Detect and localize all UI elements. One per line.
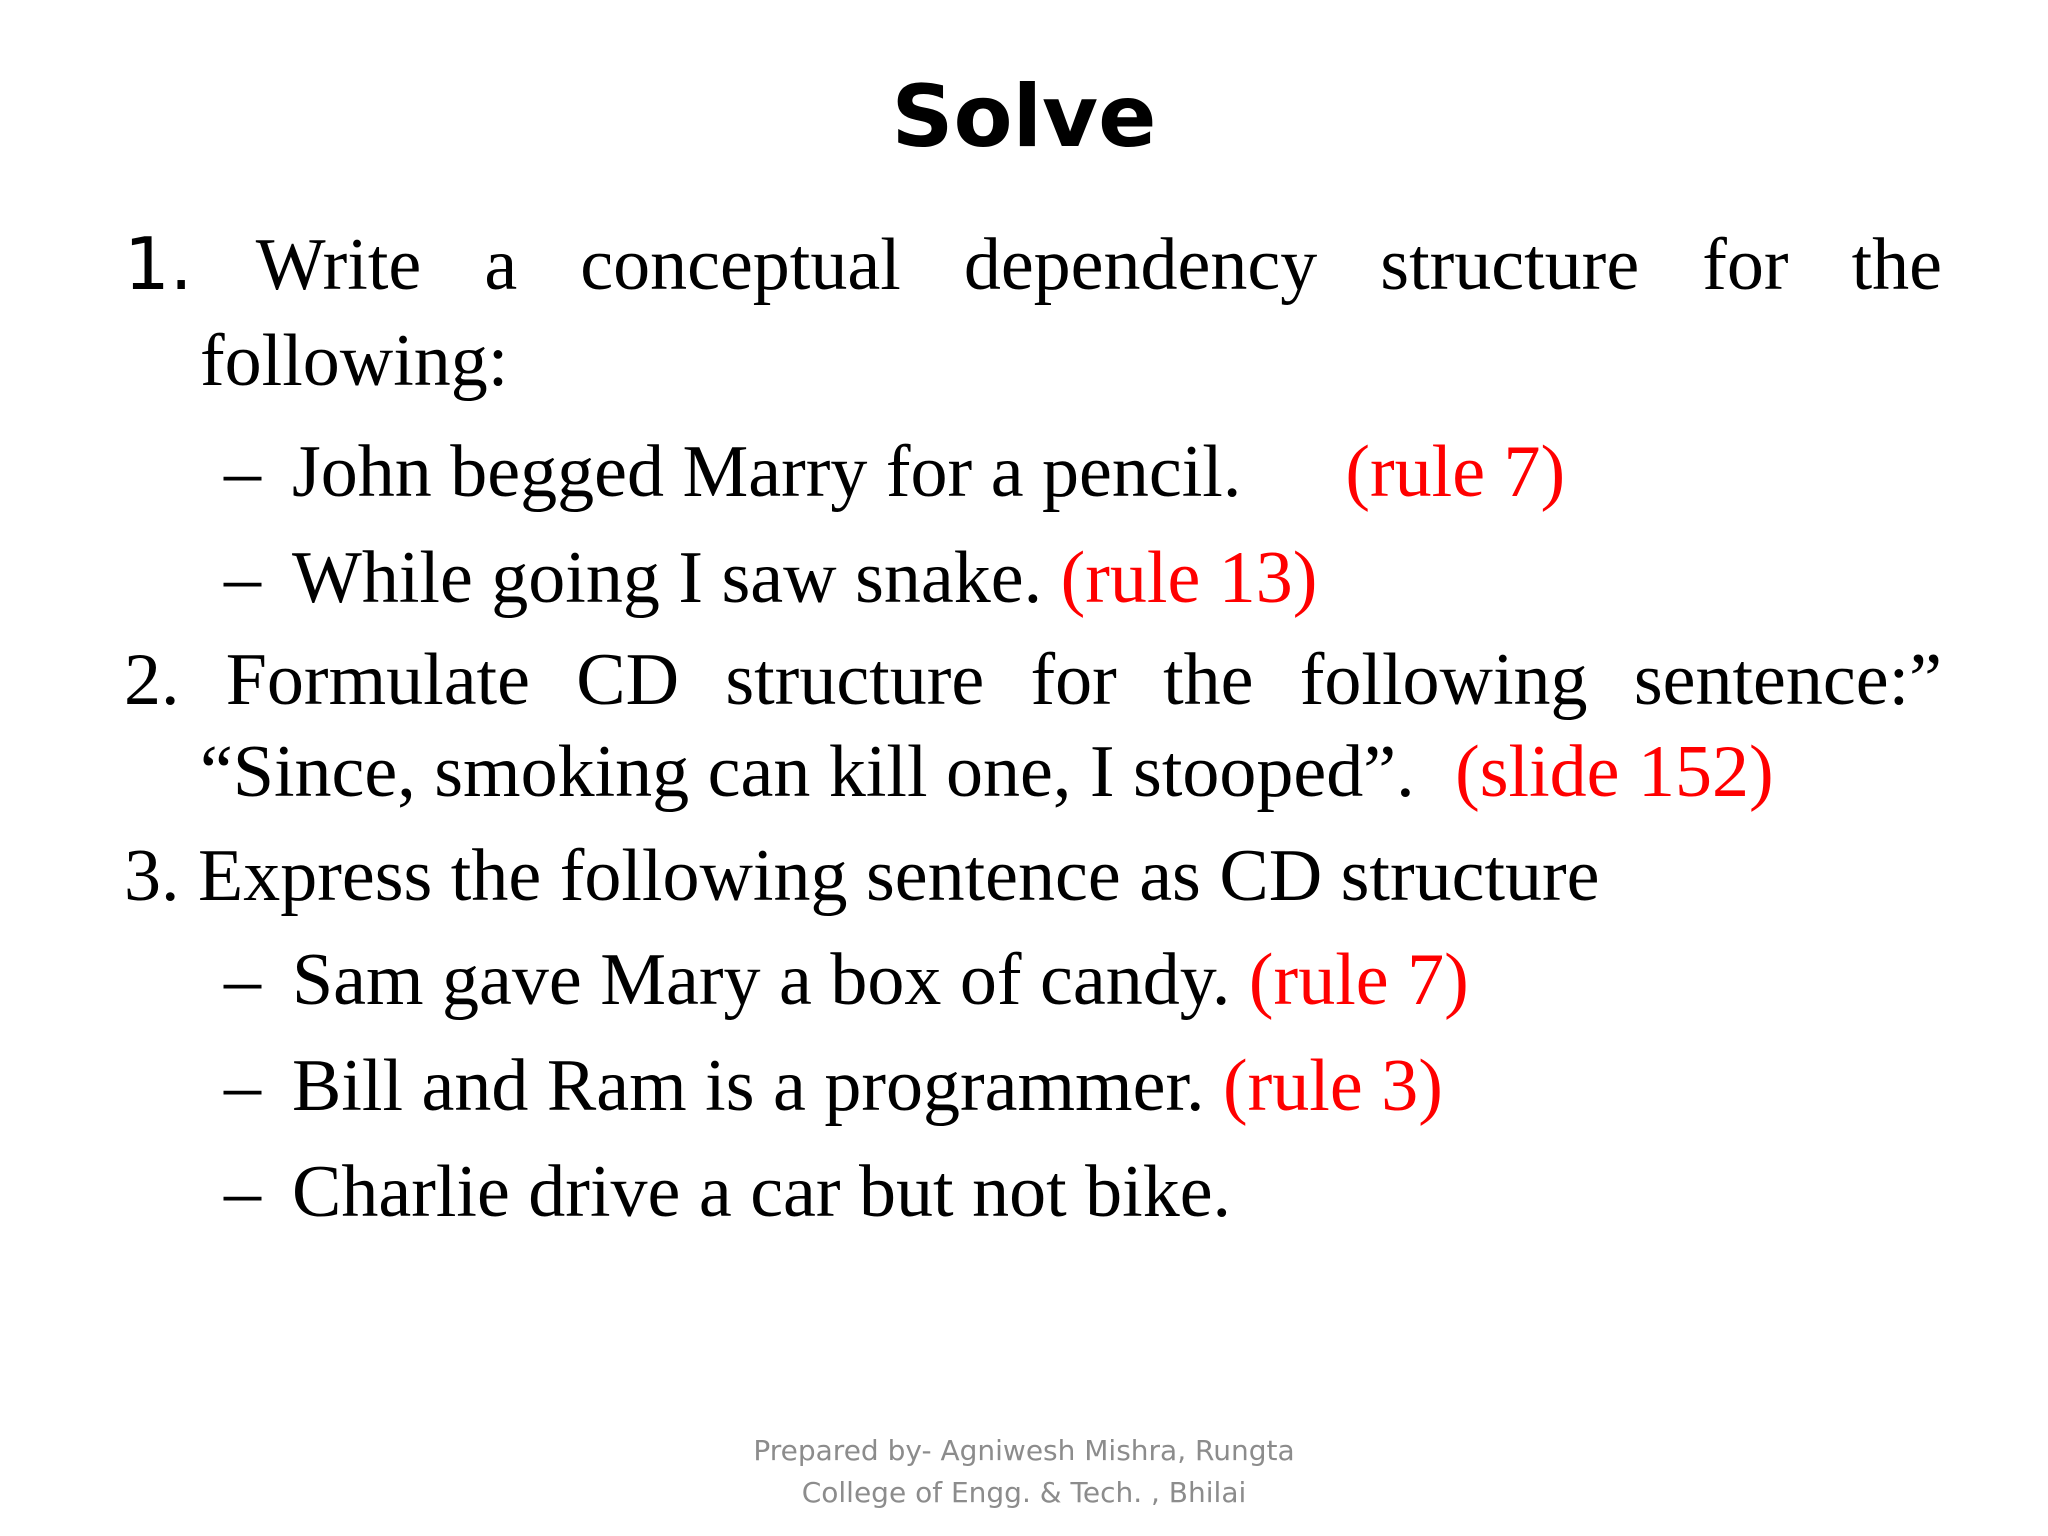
question-1-item: [224, 424, 1565, 520]
question-2-word: Formulate: [225, 639, 530, 721]
question-1-word: Write: [255, 224, 422, 306]
rule-note: (rule 7): [1345, 431, 1566, 513]
question-3-item: [224, 1144, 1231, 1240]
item-text: John begged Marry for a pencil.: [292, 431, 1242, 513]
quoted-sentence: “Since, smoking can kill one, I stooped”.: [200, 731, 1415, 813]
question-2-word: sentence:”: [1633, 639, 1942, 721]
question-2-word: following: [1299, 639, 1588, 721]
question-1-word: a: [484, 224, 518, 306]
dash-bullet: –: [224, 431, 261, 513]
question-1: [124, 216, 1942, 409]
item-text: Sam gave Mary a box of candy.: [292, 939, 1231, 1021]
question-1-word: conceptual: [580, 224, 901, 306]
question-1-word: for: [1702, 224, 1789, 306]
item-text: Bill and Ram is a programmer.: [292, 1045, 1205, 1127]
dash-bullet: –: [224, 1151, 261, 1233]
question-3-item: [224, 932, 1469, 1028]
question-1-word: dependency: [963, 224, 1318, 306]
question-1-word: structure: [1380, 224, 1640, 306]
footer-line-1: Prepared by- Agniwesh Mishra, Rungta: [753, 1434, 1295, 1467]
slide-title: Solve: [891, 67, 1157, 167]
slide-note: (slide 152): [1455, 731, 1774, 813]
footer-line-2: College of Engg. & Tech. , Bhilai: [801, 1476, 1247, 1509]
rule-note: (rule 13): [1060, 537, 1318, 619]
item-text: Charlie drive a car but not bike.: [292, 1151, 1232, 1233]
item-gap: [1042, 537, 1061, 619]
rule-note: (rule 7): [1248, 939, 1469, 1021]
question-2-line-2: [124, 726, 1942, 818]
rule-note: (rule 3): [1223, 1045, 1443, 1127]
question-1-item: [224, 530, 1317, 626]
question-2-line-1: [124, 634, 1942, 726]
footer-credit: [0, 1430, 2048, 1514]
item-text: While going I saw snake.: [292, 537, 1043, 619]
question-3: 3. Express the following sentence as CD structure: [124, 835, 1600, 917]
question-1-line-2: following:: [200, 320, 509, 402]
question-2-word: structure: [725, 639, 985, 721]
question-1-number: 1.: [124, 222, 193, 306]
question-2-word: CD: [576, 639, 680, 721]
dash-bullet: –: [224, 537, 261, 619]
question-2: [124, 634, 1942, 818]
question-1-line-1: [124, 216, 1942, 313]
question-1-word: the: [1851, 224, 1942, 306]
question-2-word: the: [1163, 639, 1254, 721]
dash-bullet: –: [224, 1045, 261, 1127]
question-2-number: 2.: [124, 639, 180, 721]
item-gap: [1241, 431, 1315, 513]
dash-bullet: –: [224, 939, 261, 1021]
question-2-word: for: [1030, 639, 1117, 721]
question-3-item: [224, 1038, 1443, 1134]
